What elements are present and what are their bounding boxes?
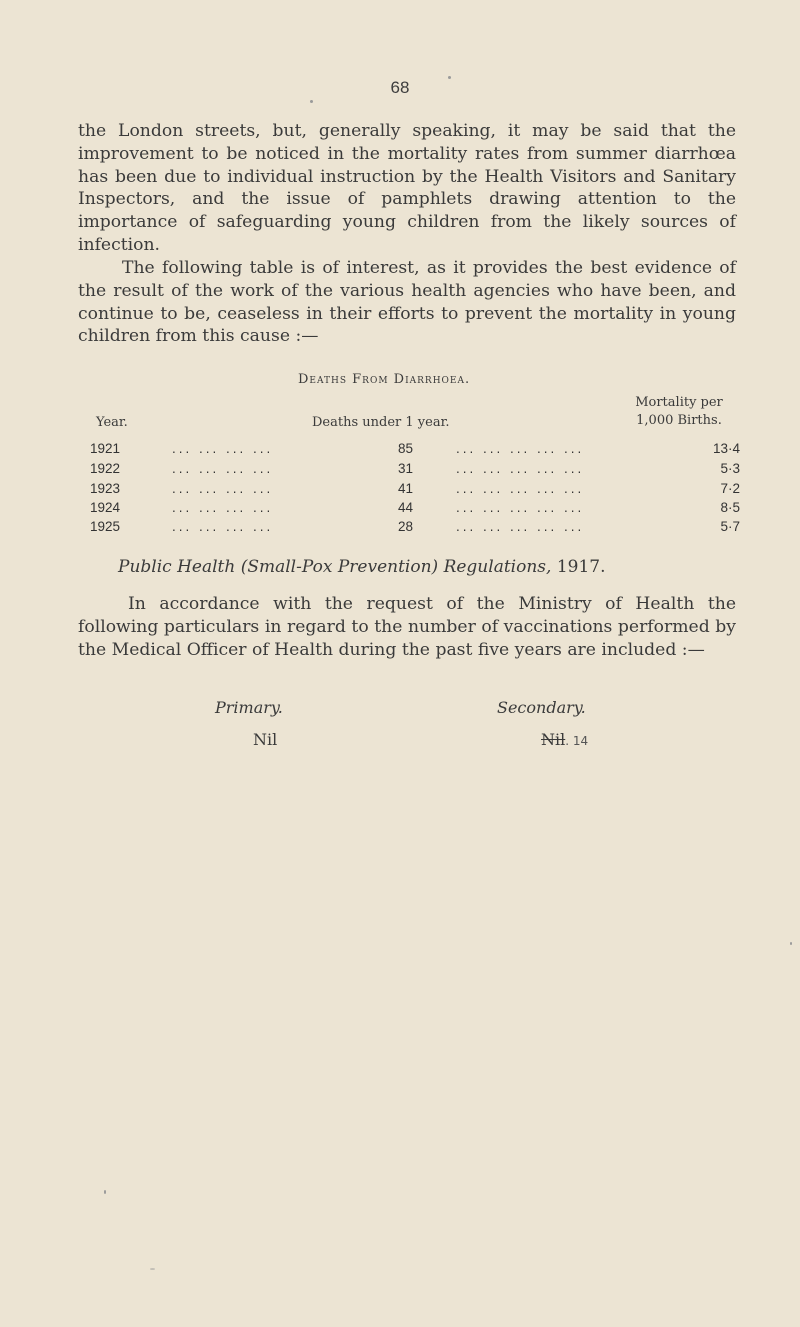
table-row xyxy=(90,481,740,501)
cell-year: 1922 xyxy=(90,461,121,476)
section-heading-year: 1917. xyxy=(556,557,606,577)
cell-year: 1924 xyxy=(90,500,121,515)
paper-speck xyxy=(310,100,313,103)
leader-dots: ... ... ... ... xyxy=(172,441,274,456)
leader-dots: ... ... ... ... xyxy=(172,481,274,496)
cell-mortality: 5·3 xyxy=(720,461,740,476)
secondary-label: Secondary. xyxy=(497,698,586,717)
cell-deaths: 31 xyxy=(398,461,414,476)
cell-year: 1921 xyxy=(90,441,121,456)
table-intro-paragraph: The following table is of interest, as it provides the best evidence of the result of the work of the various health agencies who have been, and continue to be, ceaseless in their efforts to prevent the mortality in young children from this cause :— xyxy=(78,258,736,347)
cell-mortality: 5·7 xyxy=(720,519,740,534)
leader-dots: ... ... ... ... ... xyxy=(456,461,585,476)
cell-deaths: 41 xyxy=(398,481,414,496)
table-row xyxy=(90,461,740,481)
cell-deaths: 28 xyxy=(398,519,414,534)
header-year: Year. xyxy=(96,415,128,430)
paper-speck xyxy=(104,1190,106,1194)
paper-speck xyxy=(448,76,451,79)
leader-dots: ... ... ... ... xyxy=(172,500,274,515)
header-mortality-line2: 1,000 Births. xyxy=(636,413,722,428)
paper-speck xyxy=(790,942,792,945)
header-mortality-line1: Mortality per xyxy=(635,395,723,410)
leader-dots: ... ... ... ... ... xyxy=(456,441,585,456)
leader-dots: ... ... ... ... xyxy=(172,519,274,534)
leader-dots: ... ... ... ... ... xyxy=(456,481,585,496)
table-row xyxy=(90,519,740,539)
header-mortality xyxy=(614,394,744,430)
leader-dots: ... ... ... ... ... xyxy=(456,500,585,515)
table-row xyxy=(90,441,740,461)
page-number: 68 xyxy=(390,78,410,97)
leader-dots: ... ... ... ... ... xyxy=(456,519,585,534)
secondary-value-struck: Nil xyxy=(541,730,566,749)
cell-mortality: 13·4 xyxy=(712,441,740,456)
cell-deaths: 85 xyxy=(398,441,414,456)
paper-speck xyxy=(150,1268,155,1270)
vaccination-paragraph: In accordance with the request of the Ministry of Health the following particulars in regard to the number of vaccinations performed by the Medical Officer of Health during the past five years are included :— xyxy=(78,594,736,660)
section-heading xyxy=(118,557,606,577)
handwritten-annotation: . 14 xyxy=(565,734,589,748)
primary-value: Nil xyxy=(253,730,278,749)
intro-paragraph: the London streets, but, generally speaking, it may be said that the improvement to be noticed in the mortality rates from summer diarrhœa has been due to individual instruction by the Health Visitors and Sanitary Inspectors, and the issue of pamphlets drawing attention to the importance of safeguarding young children from the likely sources of infection. xyxy=(78,121,736,255)
section-heading-title: Public Health (Small-Pox Prevention) Regulations, xyxy=(118,557,552,577)
table-row xyxy=(90,500,740,520)
primary-label: Primary. xyxy=(215,698,283,717)
cell-mortality: 8·5 xyxy=(720,500,740,515)
leader-dots: ... ... ... ... xyxy=(172,461,274,476)
secondary-value xyxy=(541,730,588,749)
cell-year: 1923 xyxy=(90,481,121,496)
cell-mortality: 7·2 xyxy=(720,481,740,496)
table-title: Deaths From Diarrhoea. xyxy=(298,372,471,387)
header-deaths: Deaths under 1 year. xyxy=(312,415,450,430)
cell-year: 1925 xyxy=(90,519,121,534)
cell-deaths: 44 xyxy=(398,500,414,515)
